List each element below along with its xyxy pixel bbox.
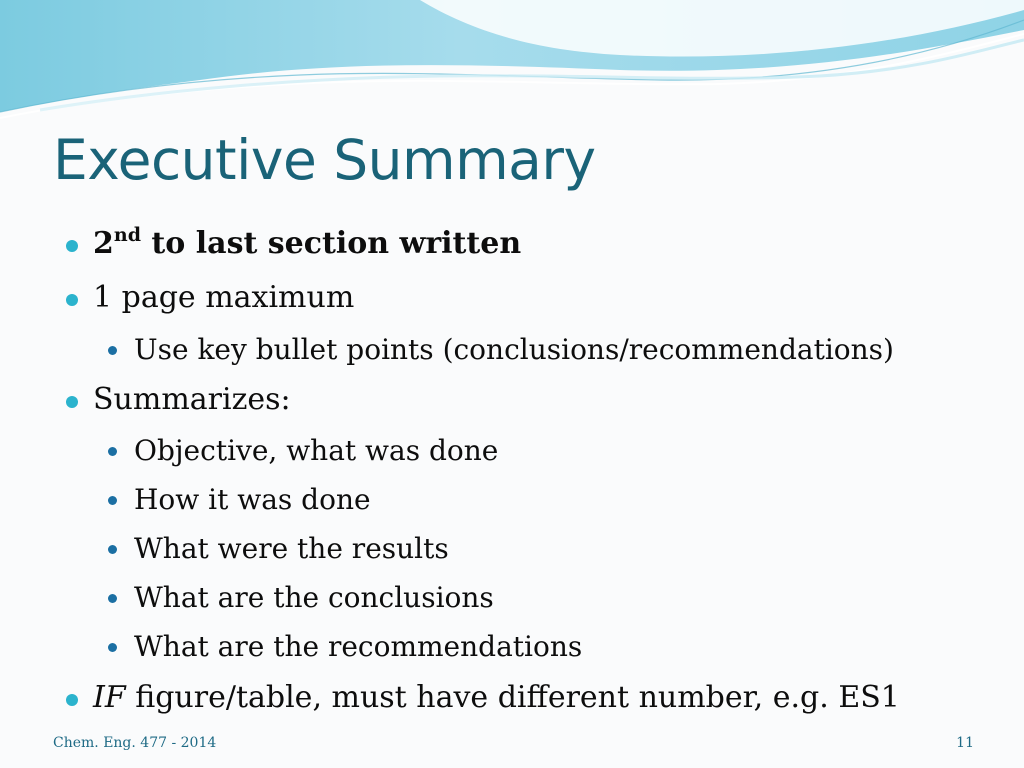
sub-bullet-item [134,483,371,516]
slide-title: Executive Summary [53,128,596,192]
sub-bullet-item [134,434,498,467]
bullet-icon [66,294,78,306]
sub-bullet-item [134,581,494,614]
bullet-item [93,680,900,715]
bullet-item [93,280,354,315]
bullet-icon [66,694,78,706]
sub-bullet-item [134,630,582,663]
bullet-item [93,226,521,261]
bullet-text: Summarizes: [93,382,291,417]
sub-bullet-icon [108,447,117,456]
sub-bullet-icon [108,346,117,355]
bullet-text: Objective, what was done [134,434,499,467]
sub-bullet-icon [108,496,117,505]
bullet-text: What are the recommendations [134,630,583,663]
page-number: 11 [956,735,974,751]
bullet-text: to last section written [140,226,522,261]
bullet-text: What are the conclusions [134,581,494,614]
bullet-icon [66,396,78,408]
bullet-icon [66,240,78,252]
sub-bullet-icon [108,643,117,652]
bullet-superscript: nd [113,224,141,246]
footer-course-label: Chem. Eng. 477 - 2014 [53,735,217,751]
sub-bullet-item [134,333,894,366]
sub-bullet-icon [108,594,117,603]
bullet-text: How it was done [134,483,371,516]
sub-bullet-icon [108,545,117,554]
bullet-text: 1 page maximum [93,280,355,315]
bullet-text: What were the results [134,532,449,565]
sub-bullet-item [134,532,449,565]
bullet-number: 2 [93,226,114,261]
bullet-italic-prefix: IF [93,680,126,715]
bullet-text: figure/table, must have different number, e.g. ES1 [125,680,900,715]
bullet-text: Use key bullet points (conclusions/recommendations) [134,333,894,366]
bullet-item [93,382,291,417]
